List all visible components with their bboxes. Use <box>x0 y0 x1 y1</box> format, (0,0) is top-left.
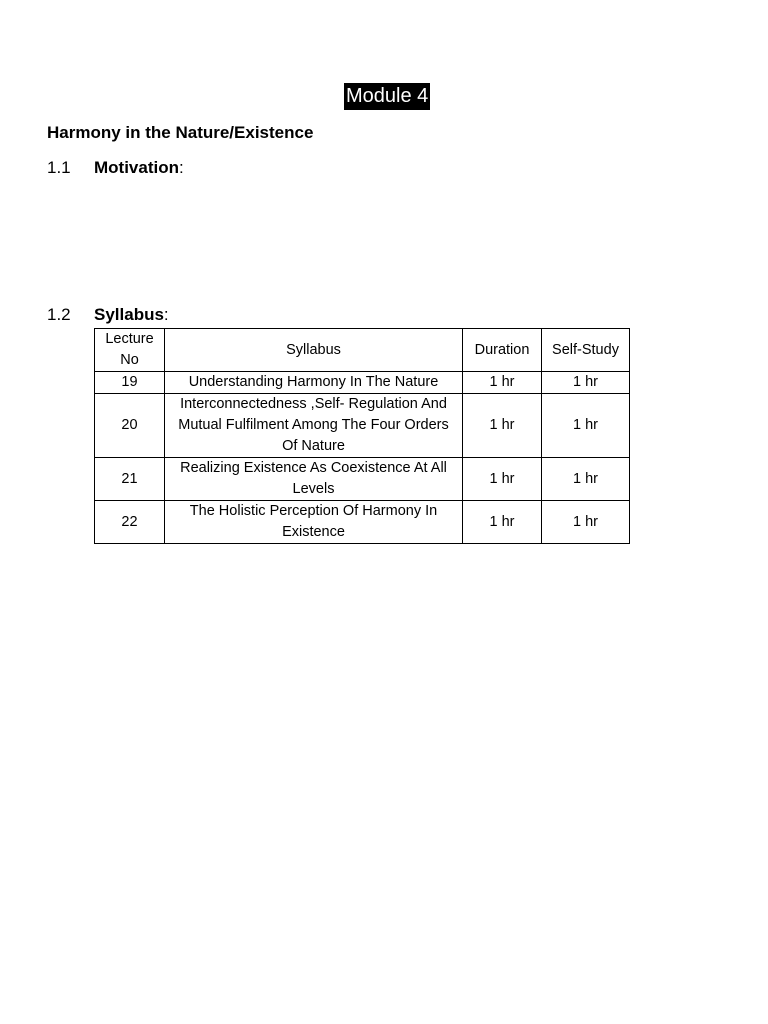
cell-duration: 1 hr <box>463 458 542 501</box>
syllabus-table <box>94 328 630 544</box>
cell-self-study: 1 hr <box>542 501 630 544</box>
cell-lecture-no: 20 <box>95 394 165 458</box>
section-colon: : <box>163 305 169 324</box>
cell-self-study: 1 hr <box>542 394 630 458</box>
section-colon: : <box>179 158 184 177</box>
cell-syllabus: The Holistic Perception Of Harmony In Existence <box>165 501 463 544</box>
cell-self-study: 1 hr <box>542 372 630 394</box>
header-self-study: Self-Study <box>542 329 630 372</box>
cell-syllabus: Realizing Existence As Coexistence At All Levels <box>165 458 463 501</box>
header-lecture-no: Lecture No <box>95 329 165 372</box>
table-header-row <box>95 329 630 372</box>
table-row <box>95 394 630 458</box>
cell-lecture-no: 19 <box>95 372 165 394</box>
section-number: 1.1 <box>47 158 71 177</box>
cell-syllabus: Interconnectedness ,Self- Regulation And Mutual Fulfilment Among The Four Orders Of Nature <box>165 394 463 458</box>
table-row <box>95 458 630 501</box>
module-title: Module 4 <box>344 83 430 110</box>
cell-duration: 1 hr <box>463 394 542 458</box>
cell-self-study: 1 hr <box>542 458 630 501</box>
table-row <box>95 372 630 394</box>
section-title: Motivation <box>94 158 179 177</box>
section-number: 1.2 <box>47 305 71 324</box>
cell-syllabus: Understanding Harmony In The Nature <box>165 372 463 394</box>
section-syllabus <box>47 303 169 327</box>
header-syllabus: Syllabus <box>165 329 463 372</box>
page-heading: Harmony in the Nature/Existence <box>47 123 314 142</box>
section-title: Syllabus <box>94 305 164 324</box>
table-row <box>95 501 630 544</box>
cell-lecture-no: 22 <box>95 501 165 544</box>
header-duration: Duration <box>463 329 542 372</box>
section-motivation <box>47 156 184 180</box>
cell-duration: 1 hr <box>463 372 542 394</box>
cell-lecture-no: 21 <box>95 458 165 501</box>
cell-duration: 1 hr <box>463 501 542 544</box>
